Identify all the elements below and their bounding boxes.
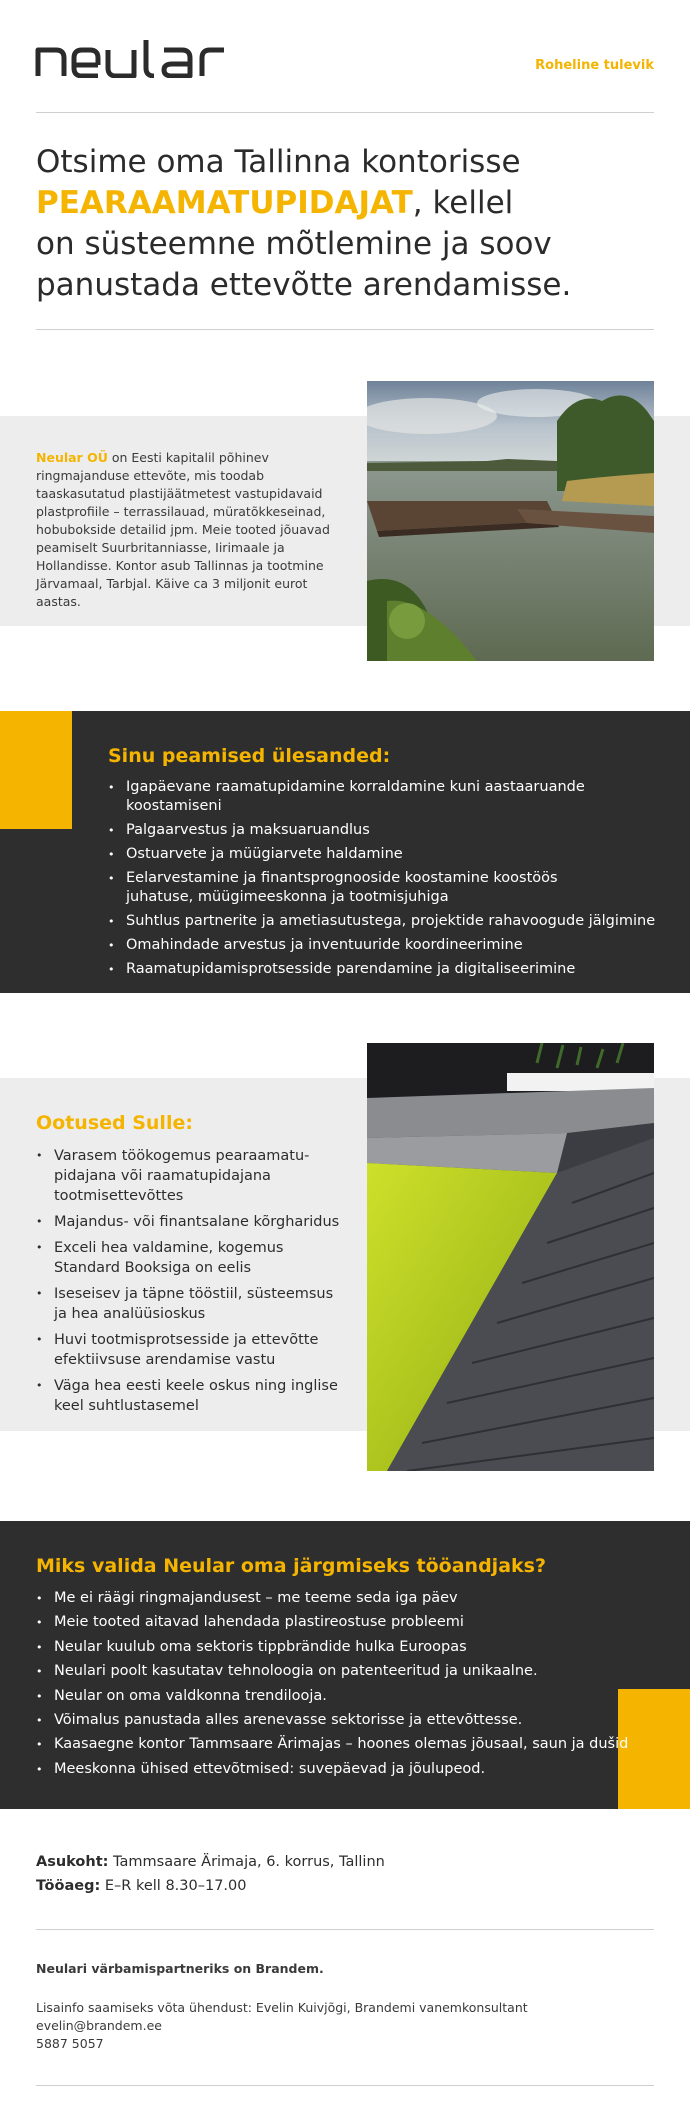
list-item: • Huvi tootmisprotsesside ja ettevõtte efektiivsuse arendamise vastu bbox=[36, 1330, 346, 1370]
divider bbox=[36, 112, 654, 113]
list-item: • Iseseisev ja täpne tööstiil, süsteemsus ja hea analüüsioskus bbox=[36, 1284, 346, 1324]
headline-after-highlight: , kellel bbox=[412, 185, 514, 221]
expectations-title: Ootused Sulle: bbox=[36, 1112, 193, 1134]
contact-email[interactable]: evelin@brandem.ee bbox=[36, 2018, 162, 2033]
tasks-list bbox=[108, 778, 668, 984]
neular-logo bbox=[34, 38, 264, 78]
divider bbox=[36, 1929, 654, 1930]
company-description bbox=[36, 449, 336, 611]
headline-line-4: panustada ettevõtte arendamisse. bbox=[36, 267, 572, 303]
list-item: • Meeskonna ühised ettevõtmised: suvepäevad ja jõulupeod. bbox=[36, 1760, 636, 1779]
list-item bbox=[108, 869, 668, 907]
headline-line-2 bbox=[36, 183, 656, 224]
location-value: Tammsaare Ärimaja, 6. korrus, Tallinn bbox=[108, 1854, 385, 1870]
contact-phone[interactable]: 5887 5057 bbox=[36, 2036, 104, 2051]
list-item: • Varasem töökogemus pearaamatu-pidajana või raamatupidajana tootmisettevõttes bbox=[36, 1146, 346, 1206]
contact-line: Lisainfo saamiseks võta ühendust: Evelin Kuivjõgi, Brandemi vanemkonsultant bbox=[36, 2000, 528, 2015]
list-item: • Exceli hea valdamine, kogemus Standard Booksiga on eelis bbox=[36, 1238, 346, 1278]
terrace-deck-photo bbox=[367, 1043, 654, 1471]
headline-highlight: PEARAAMATUPIDAJAT bbox=[36, 185, 413, 221]
hours-line bbox=[36, 1878, 246, 1894]
list-item-text: • Eelarvestamine ja finantsprognooside koostamine koostöös juhatuse, müügimeeskonna ja tootmisjuhiga bbox=[126, 870, 558, 905]
hours-value: E–R kell 8.30–17.00 bbox=[100, 1878, 247, 1894]
list-item: • Neulari poolt kasutatav tehnoloogia on patenteeritud ja unikaalne. bbox=[36, 1662, 636, 1681]
brand-name: neular bbox=[34, 38, 38, 39]
company-name: Neular OÜ bbox=[36, 450, 108, 465]
divider bbox=[36, 2085, 654, 2086]
list-item: • Majandus- või finantsalane kõrgharidus bbox=[36, 1212, 346, 1232]
why-title: Miks valida Neular oma järgmiseks tööandjaks? bbox=[36, 1555, 546, 1577]
tasks-title: Sinu peamised ülesanded: bbox=[108, 745, 391, 767]
headline-line-1: Otsime oma Tallinna kontorisse bbox=[36, 144, 521, 180]
headline-line-3: on süsteemne mõtlemine ja soov bbox=[36, 226, 552, 262]
list-item: • Suhtlus partnerite ja ametiasutustega, projektide rahavoogude jälgimine bbox=[108, 912, 668, 931]
list-item: • Igapäevane raamatupidamine korraldamine kuni aastaaruande koostamiseni bbox=[108, 778, 668, 816]
list-item: • Me ei räägi ringmajandusest – me teeme seda iga päev bbox=[36, 1589, 636, 1608]
list-item: • Kaasaegne kontor Tammsaare Ärimajas – hoones olemas jõusaal, saun ja dušid bbox=[36, 1735, 636, 1754]
list-item: • Väga hea eesti keele oskus ning inglise keel suhtlustasemel bbox=[36, 1376, 346, 1416]
list-item: • Neular on oma valdkonna trendilooja. bbox=[36, 1687, 636, 1706]
expectations-list bbox=[36, 1146, 346, 1422]
list-item: • Ostuarvete ja müügiarvete haldamine bbox=[108, 845, 668, 864]
recruitment-partner: Neulari värbamispartneriks on Brandem. bbox=[36, 1961, 324, 1976]
lake-dock-photo bbox=[367, 381, 654, 661]
company-text: on Eesti kapitalil põhinev ringmajanduse ettevõte, mis toodab taaskasutatud plastijäätmetest vastupidavaid plastprofiile – terrassilauad, müratõkkeseinad, hobubokside detailid jpm. Meie tooted jõuavad peamiselt Suurbritanniasse, Iirimaale ja Hollandisse. Kontor asub Tallinnas ja tootmine Järvamaal, Tarbjal. Käive ca 3 miljonit eurot aastas. bbox=[36, 450, 330, 609]
why-list bbox=[36, 1589, 636, 1784]
list-item: • Neular kuulub oma sektoris tippbrändide hulka Euroopas bbox=[36, 1638, 636, 1657]
location-line bbox=[36, 1854, 385, 1870]
list-item: • Omahindade arvestus ja inventuuride koordineerimine bbox=[108, 936, 668, 955]
tagline: Roheline tulevik bbox=[535, 58, 654, 73]
location-label: Asukoht: bbox=[36, 1854, 109, 1870]
page-title bbox=[36, 142, 656, 306]
list-item: • Võimalus panustada alles arenevasse sektorisse ja ettevõttesse. bbox=[36, 1711, 636, 1730]
divider bbox=[36, 329, 654, 330]
accent-block bbox=[0, 711, 72, 829]
list-item: • Raamatupidamisprotsesside parendamine ja digitaliseerimine bbox=[108, 960, 668, 979]
hours-label: Tööaeg: bbox=[36, 1878, 101, 1894]
list-item: • Palgaarvestus ja maksuaruandlus bbox=[108, 821, 668, 840]
list-item: • Meie tooted aitavad lahendada plastireostuse probleemi bbox=[36, 1613, 636, 1632]
